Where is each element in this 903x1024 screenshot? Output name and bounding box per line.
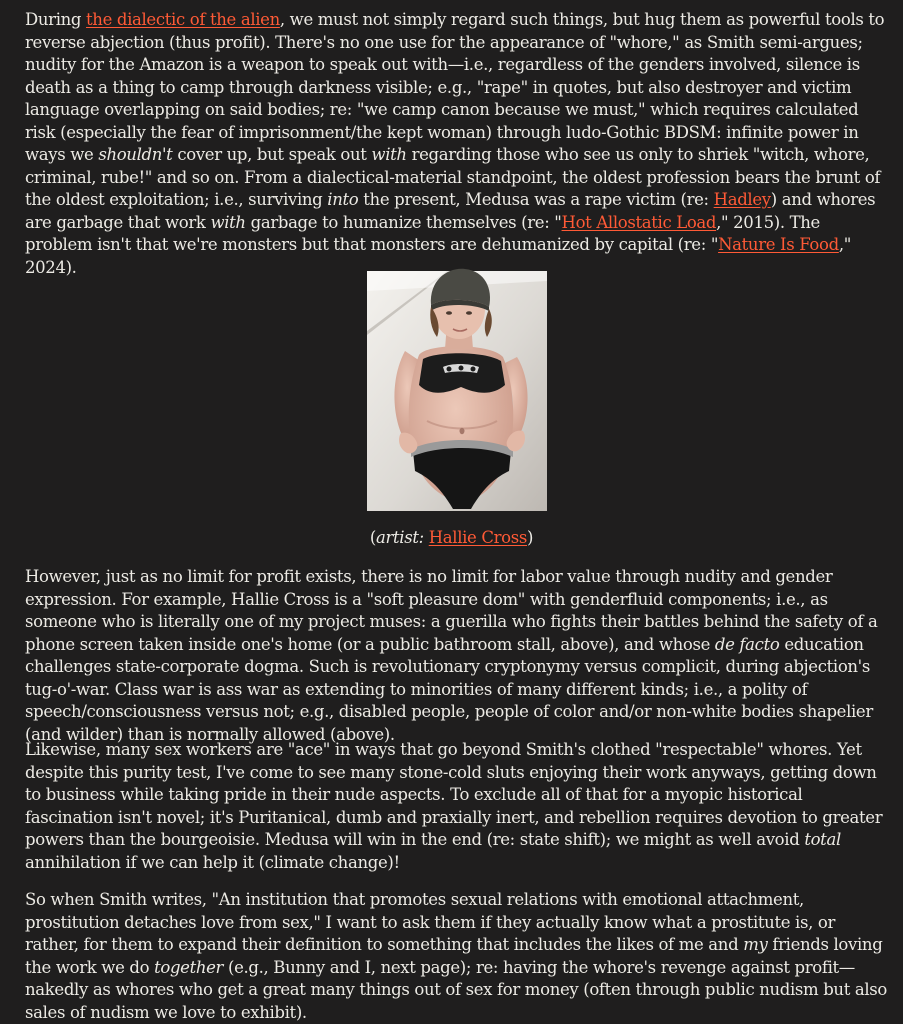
- link-dialectic-of-the-alien[interactable]: the dialectic of the alien: [86, 10, 280, 29]
- text-run: ," 2015). The problem isn't that we're monsters but that monsters are dehumanized by capital (re: ": [25, 212, 820, 254]
- emphasis-text: with: [210, 212, 246, 232]
- photo-caption: [0, 527, 903, 550]
- artist-photo: [367, 271, 547, 511]
- photo-icon: [367, 271, 547, 511]
- caption-label: artist:: [376, 528, 429, 547]
- link-hallie-cross[interactable]: Hallie Cross: [428, 528, 527, 547]
- text-run: regarding those who see us only to shriek "witch, whore, criminal, rube!" and so on. From a dialectical-material standpoint, the oldest profession bears the brunt of the oldest exploitation; i.e., surviving: [25, 145, 881, 209]
- body-paragraph-4: [25, 889, 891, 1024]
- link-hot-allostatic-load[interactable]: Hot Allostatic Load: [561, 212, 717, 232]
- text-run: education challenges state-corporate dogma. Such is revolutionary cryptonymy versus complicit, during abjection's tug-o'-war. Class war is ass war as extending to minorities of many different kinds; i.e., a polity of speech/consciousness versus not; e.g., disabled people, people of color and/or non-white bodies shapelier (and wilder) than is normally allowed (above).: [25, 634, 873, 744]
- body-paragraph-3: [25, 739, 891, 874]
- text-run: (e.g., Bunny and I, next page); re: having the whore's revenge against profit—nakedly as whores who get a great many things out of sex for money (often through public nudism but also sales of nudism we love to exhibit).: [25, 957, 888, 1022]
- emphasis-text: into: [327, 190, 359, 209]
- emphasis-text: total: [804, 830, 841, 849]
- emphasis-text: shouldn't: [98, 145, 173, 164]
- text-run: ," 2024).: [25, 235, 851, 277]
- link-nature-is-food[interactable]: Nature Is Food: [718, 235, 839, 254]
- text-run: friends loving the work we do: [25, 935, 883, 977]
- caption-close: ): [527, 528, 534, 547]
- text-run: However, just as no limit for profit exists, there is no limit for labor value through nudity and gender expression. For example, Hallie Cross is a "soft pleasure dom" with genderfluid components; i.e., as someone who is literally one of my project muses: a guerilla who fights their battles behind the safety of a phone screen taken inside one's home (or a public bathroom stall, above), and whose: [25, 567, 878, 654]
- text-run: , we must not simply regard such things, but hug them as powerful tools to reverse abjection (thus profit). There's no one use for the appearance of "whore," as Smith semi-argues; nudity for the Amazon is a weapon to speak out with—i.e., regardless of the genders involved, silence is death as a thing to camp through darkness visible; e.g., "rape" in quotes, but also destroyer and victim language overlapping on said bodies; re: "we camp canon because we must," which requires calculated risk (especially the fear of imprisonment/the kept woman) through ludo-Gothic BDSM: infinite power in ways we: [25, 10, 885, 164]
- emphasis-text: with: [371, 145, 407, 164]
- caption-open: (: [369, 528, 376, 547]
- text-run: During: [25, 10, 87, 29]
- text-run: garbage to humanize themselves (re: ": [245, 212, 562, 232]
- text-run: Likewise, many sex workers are "ace" in ways that go beyond Smith's clothed "respectable" whores. Yet despite this purity test, I've come to see many stone-cold sluts enjoying their work anyways, getting down to business while taking pride in their nude aspects. To exclude all of that for a myopic historical fascination isn't novel; it's Puritanical, dumb and praxially inert, and rebellion requires devotion to greater powers than the bourgeoisie. Medusa will win in the end (re: state shift); we might as well avoid: [25, 740, 883, 849]
- text-run: cover up, but speak out: [172, 145, 372, 164]
- body-paragraph-1: [25, 9, 891, 279]
- text-run: the present, Medusa was a rape victim (re:: [358, 190, 714, 209]
- emphasis-text: my: [743, 935, 768, 954]
- text-run: annihilation if we can help it (climate change)!: [25, 852, 400, 872]
- link-hadley[interactable]: Hadley: [713, 190, 771, 209]
- text-run: So when Smith writes, "An institution that promotes sexual relations with emotional attachment, prostitution detaches love from sex," I want to ask them if they actually know what a prostitute is, or rather, for them to expand their definition to something that includes the likes of me and: [25, 890, 835, 954]
- body-paragraph-2: [25, 566, 891, 746]
- text-run: ) and whores are garbage that work: [25, 190, 876, 232]
- emphasis-text: together: [154, 957, 224, 977]
- emphasis-text: de facto: [714, 634, 780, 654]
